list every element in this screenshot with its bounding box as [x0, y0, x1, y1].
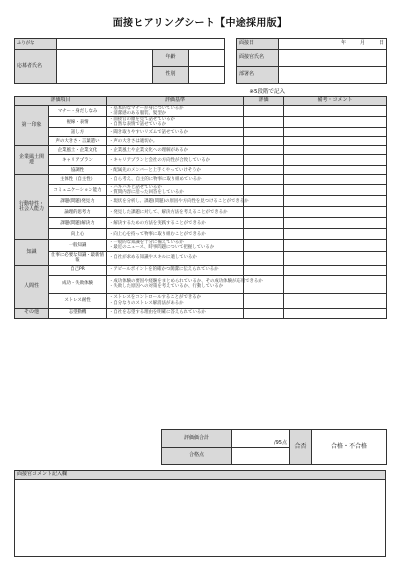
eval-row [15, 146, 387, 155]
interviewer-name-label: 面接官氏名 [237, 50, 279, 67]
criteria-line: ・キャリアプランと会社の方向性が合致しているか [109, 157, 211, 163]
pass-fail-field[interactable]: 合格・不合格 [312, 430, 387, 465]
criteria-line: ・面接官の顔を見て話せているか [109, 117, 175, 123]
remarks-field[interactable] [284, 275, 387, 293]
eval-row [15, 207, 387, 218]
score-field[interactable] [244, 155, 284, 166]
remarks-field[interactable] [284, 240, 387, 251]
category-label: 行動特性・社会人能力 [15, 175, 49, 240]
criteria-line: ・失敗した原因への対策を考えているか、行動しているか [109, 284, 224, 289]
interview-date-label: 面接日 [237, 39, 279, 50]
criteria-line: ・自分なりのストレス解消法があるか [109, 300, 184, 306]
criteria-cell [107, 207, 244, 218]
eval-row [15, 196, 387, 207]
age-label: 年齢 [153, 50, 189, 67]
remarks-field[interactable] [284, 106, 387, 117]
criteria-cell [107, 128, 244, 137]
criteria-line: ・自ら考え、自主的に物事に取り組めているか [109, 177, 202, 183]
score-field[interactable] [244, 185, 284, 196]
criteria-line: ・現状を分析し、課題(問題)の原因や方向性を見つけることができるか [109, 198, 249, 204]
department-label: 部署名 [237, 67, 279, 84]
remarks-field[interactable] [284, 146, 387, 155]
criteria-cell [107, 196, 249, 207]
score-field[interactable] [244, 175, 284, 185]
criteria-line: ・アピールポイントを的確かつ簡潔に伝えられているか [109, 267, 219, 273]
remarks-field[interactable] [284, 185, 387, 196]
score-field[interactable] [244, 240, 284, 251]
category-label: 第一印象 [15, 106, 49, 146]
subitem-label: 声の大きさ・言葉遣い [49, 137, 107, 146]
remarks-field[interactable] [284, 137, 387, 146]
criteria-line: ・基本的なマナーが身についているか [109, 106, 184, 111]
criteria-cell [107, 308, 244, 318]
criteria-cell [107, 293, 244, 308]
comment-label: 面接官コメント記入欄 [15, 471, 386, 480]
remarks-field[interactable] [284, 196, 387, 207]
eval-row [15, 137, 387, 146]
subitem-label: コミュニケーション能力 [49, 185, 107, 196]
remarks-field[interactable] [284, 128, 387, 137]
remarks-field[interactable] [284, 218, 387, 229]
remarks-field[interactable] [284, 293, 387, 308]
total-score-label: 評価価合計 [162, 430, 232, 448]
page-title: 面接ヒアリングシート【中途採用版】 [112, 18, 288, 29]
subitem-label: 話し方 [49, 128, 107, 137]
score-field[interactable] [244, 196, 284, 207]
interview-info-table [236, 38, 387, 84]
eval-row [15, 155, 387, 166]
eval-row [15, 166, 387, 175]
score-field[interactable] [244, 308, 284, 318]
eval-item-header: 評価項目 [15, 97, 107, 106]
passing-score-label: 合格点 [162, 448, 232, 465]
remarks-field[interactable] [284, 117, 387, 128]
remarks-field[interactable] [284, 251, 387, 265]
score-field[interactable] [244, 218, 284, 229]
department-field[interactable] [279, 67, 387, 84]
remarks-field[interactable] [284, 175, 387, 185]
eval-row [15, 175, 387, 185]
furigana-label: ふりがな [15, 39, 57, 50]
criteria-line: ・配属先のメンバーと上手くやっていけそうか [109, 167, 201, 173]
criteria-line: ・自然な表情で話せているか [109, 122, 167, 128]
eval-criteria-header: 評価基準 [107, 97, 244, 106]
score-field[interactable] [244, 293, 284, 308]
score-field[interactable] [244, 275, 284, 293]
eval-row [15, 251, 387, 265]
furigana-field[interactable] [57, 39, 225, 50]
subitem-label: ストレス耐性 [49, 293, 107, 308]
month-label: 月 [359, 40, 365, 47]
totals-table [161, 429, 387, 465]
subitem-label: 一般知識 [49, 240, 107, 251]
evaluation-table [14, 96, 387, 319]
eval-row [15, 185, 387, 196]
criteria-line: ・清潔感のある服装、髪型か [109, 111, 167, 117]
eval-row [15, 128, 387, 137]
criteria-line: ・質問内容に沿った回答をしているか [109, 190, 184, 196]
criteria-line: ・自社が求める知識やスキルに適しているか [109, 255, 197, 261]
subitem-label: 課題(問題)解決力 [49, 218, 107, 229]
eval-row [15, 265, 387, 275]
eval-remarks-header: 備考・コメント [284, 97, 387, 106]
criteria-cell [107, 106, 244, 117]
criteria-cell [107, 229, 244, 240]
eval-row [15, 229, 387, 240]
score-field[interactable] [244, 265, 284, 275]
year-label: 年 [340, 40, 346, 47]
interviewer-name-field[interactable] [279, 50, 387, 67]
eval-row [15, 308, 387, 318]
remarks-field[interactable] [284, 229, 387, 240]
criteria-cell [107, 117, 244, 128]
score-field[interactable] [244, 229, 284, 240]
day-label: 日 [378, 40, 384, 47]
criteria-line: ・企業風土や企業文化への理解があるか [109, 147, 189, 153]
subitem-label: 成功・失敗体験 [49, 275, 107, 293]
subitem-label: 企業風土・企業文化 [49, 146, 107, 155]
score-field[interactable] [244, 146, 284, 155]
criteria-line: ・最近のニュース、時事問題について把握しているか [109, 245, 215, 251]
comment-field[interactable] [15, 480, 386, 557]
pass-label: 合否 [290, 430, 312, 465]
score-field[interactable] [244, 207, 284, 218]
subitem-label: 仕事に必要な知識・最新情報 [49, 251, 107, 265]
criteria-line: ・発見した課題に対して、解決方法を考えることができるか [109, 209, 228, 215]
remarks-field[interactable] [284, 207, 387, 218]
applicant-name-label: 応募者氏名 [15, 50, 57, 84]
criteria-cell [107, 240, 244, 251]
score-field[interactable] [244, 128, 284, 137]
criteria-line: ・自社を志望する理由を明確に答えられているか [109, 310, 206, 316]
eval-row [15, 240, 387, 251]
gender-label: 性別 [153, 67, 189, 84]
passing-score-field[interactable] [232, 448, 290, 465]
criteria-cell [107, 137, 244, 146]
criteria-cell [107, 218, 244, 229]
total-score-field[interactable] [232, 430, 290, 448]
subitem-label: 協調性 [49, 166, 107, 175]
scale-note: ※5段階で記入 [249, 89, 285, 95]
criteria-cell [107, 275, 263, 293]
interview-date-field[interactable] [279, 39, 387, 50]
comment-table [14, 470, 386, 557]
gender-field[interactable] [189, 67, 225, 84]
subitem-label: 課題(問題)発見力 [49, 196, 107, 207]
criteria-line: ・声の大きさは適切か。 [109, 138, 158, 144]
score-field[interactable] [244, 137, 284, 146]
criteria-cell [107, 155, 244, 166]
category-label: 企業風土関連 [15, 146, 49, 175]
criteria-line: ・ハキハキと話せているか [109, 185, 162, 191]
criteria-line: ・解決するための方法を実践することができるか [109, 220, 206, 226]
subitem-label: 向上心 [49, 229, 107, 240]
eval-row [15, 106, 387, 117]
eval-row [15, 117, 387, 128]
remarks-field[interactable] [284, 265, 387, 275]
applicant-info-table [14, 38, 225, 84]
category-label: その他 [15, 308, 49, 318]
subitem-label: 論理的思考力 [49, 207, 107, 218]
remarks-field[interactable] [284, 166, 387, 175]
score-field[interactable] [244, 117, 284, 128]
score-field[interactable] [244, 166, 284, 175]
eval-row [15, 218, 387, 229]
criteria-cell [107, 265, 244, 275]
criteria-line: ・一般的な知識を十分に備えているか [109, 240, 184, 246]
criteria-cell [107, 166, 244, 175]
eval-row [15, 293, 387, 308]
criteria-line: ・向上心を持って物事に取り組むことができるか [109, 231, 206, 237]
criteria-line: ・聞き取りやすいリズムで話せているか [109, 129, 188, 135]
criteria-line: ・ストレスをコントロールすることができるか [109, 295, 202, 301]
eval-score-header: 評価 [244, 97, 284, 106]
subitem-label: 自己PR [49, 265, 107, 275]
total-score-suffix: /95点 [273, 440, 287, 447]
subitem-label: 視線・表情 [49, 117, 107, 128]
remarks-field[interactable] [284, 155, 387, 166]
criteria-line: ・成功体験の要因や経験をまとめられているか、その成功体験が応用できるか [109, 278, 263, 284]
criteria-cell [107, 185, 244, 196]
subitem-label: 志望動機 [49, 308, 107, 318]
applicant-name-field[interactable] [57, 50, 153, 84]
score-field[interactable] [244, 106, 284, 117]
age-field[interactable] [189, 50, 225, 67]
subitem-label: 主体性（自主性） [49, 175, 107, 185]
eval-row [15, 275, 387, 293]
subitem-label: キャリアプラン [49, 155, 107, 166]
criteria-cell [107, 175, 244, 185]
score-field[interactable] [244, 251, 284, 265]
criteria-cell [107, 146, 244, 155]
criteria-cell [107, 251, 244, 265]
subitem-label: マナー・身だしなみ [49, 106, 107, 117]
remarks-field[interactable] [284, 308, 387, 318]
category-label: 人間性 [15, 265, 49, 308]
category-label: 知識 [15, 240, 49, 265]
